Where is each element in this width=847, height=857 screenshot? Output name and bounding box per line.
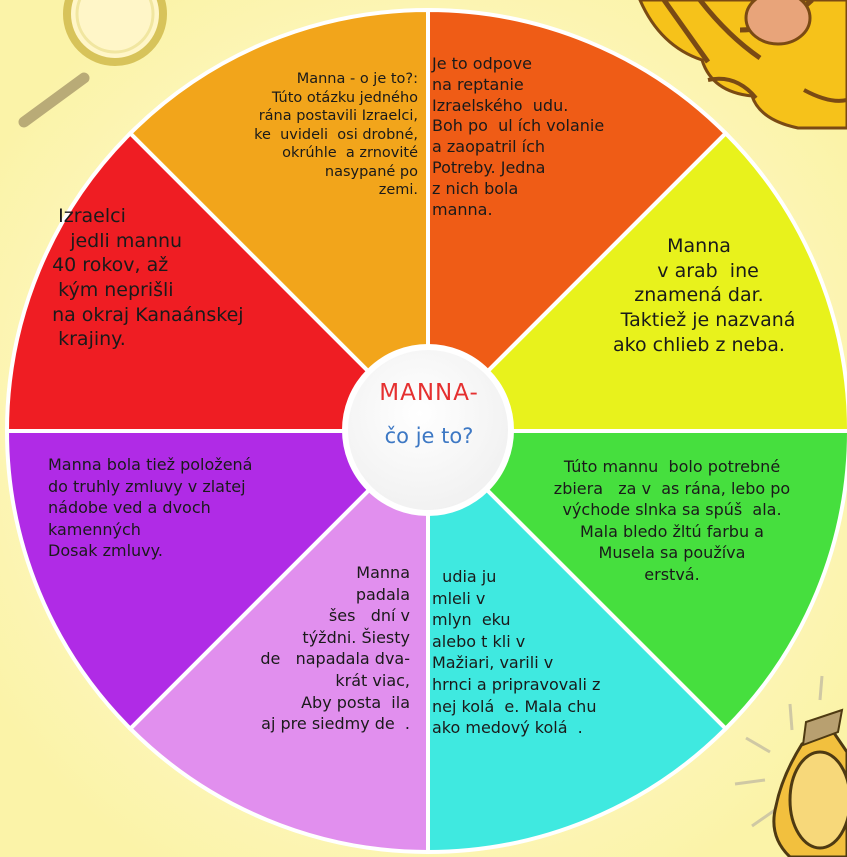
center-title: MANNA- — [379, 380, 479, 406]
segment-text-years: Izraelci jedli mannu 40 rokov, až kým neprišli na okraj Kanaánskej krajiny. — [52, 205, 244, 351]
segment-text-preparation: udia ju mleli v mlyn eku alebo t kli v Mažiari, varili v hrnci a pripravovali z nej kolá e. Mala chu ako medový kolá . — [432, 567, 601, 738]
center-subtitle: čo je to? — [384, 424, 474, 448]
segment-text-gathering: Túto mannu bolo potrebné zbiera za v as rána, lebo po východe slnka sa spúš ala. Mala bledo žltú farbu a Musela sa používa erstvá. — [553, 457, 791, 584]
segment-text-question: Manna - o je to?: Túto otázku jedného rána postavili Izraelci, ke uvideli osi drobné, okrúhle a zrnovité nasypané po zemi. — [254, 71, 418, 199]
segment-text-days: Manna padala šes dní v týždni. Šiesty de napadala dva- krát viac, Aby posta ila aj pre siedmy de . — [260, 563, 410, 734]
segment-text-meaning: Manna v arab ine znamená dar. Taktiež je nazvaná ako chlieb z neba. — [613, 235, 796, 356]
segment-text-answer: Je to odpove na reptanie Izraelského udu. Boh po ul ích volanie a zaopatril ích Potreby. Jedna z nich bola manna. — [432, 54, 605, 219]
segment-text-ark: Manna bola tiež položená do truhly zmluvy v zlatej nádobe ved a dvoch kamenných Dosak zmluvy. — [48, 455, 253, 561]
